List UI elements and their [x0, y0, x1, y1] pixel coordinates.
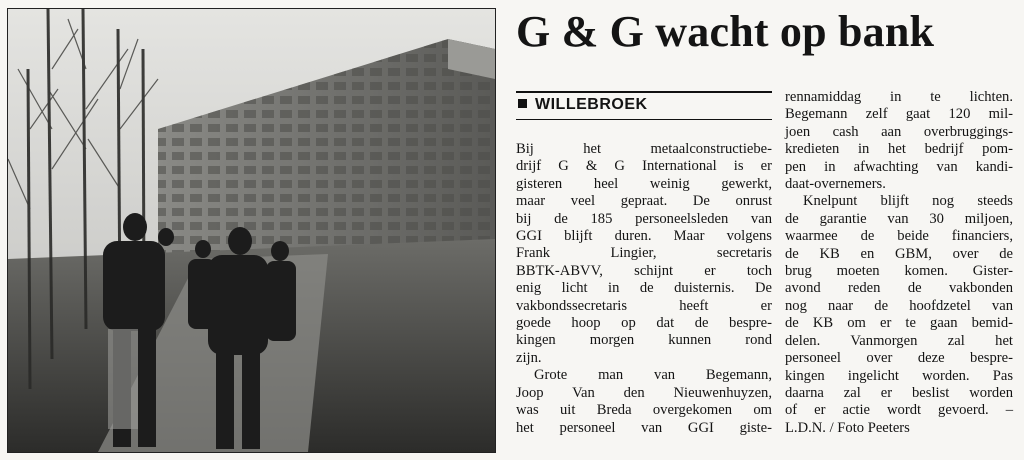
text-line: brug moeten komen. Gister-: [785, 263, 1013, 280]
text-line: drijf G & G International is er: [516, 158, 772, 175]
dateline-text: WILLEBROEK: [535, 96, 648, 113]
text-line: Joop Van den Nieuwenhuyzen,: [516, 384, 772, 401]
text-line: kredieten in het bedrijf pom-: [785, 141, 1013, 158]
text-line: vakbondssecretaris heeft er: [516, 297, 772, 314]
text-line: bij de 185 personeelsleden van: [516, 210, 772, 227]
text-line: de KB en GBM, over de: [785, 245, 1013, 262]
photo-walkers-near-factory-icon: [8, 9, 495, 452]
text-line: enig licht in de duisternis. De: [516, 280, 772, 297]
text-line: BBTK-ABVV, schijnt er toch: [516, 262, 772, 279]
text-line: avond reden de vakbonden: [785, 280, 1013, 297]
text-line: de garantie van 30 miljoen,: [785, 210, 1013, 227]
article-column-left: [516, 141, 772, 437]
text-line: pen in afwachting van kandi-: [785, 158, 1013, 175]
text-line: goede hoop op dat de bespre-: [516, 315, 772, 332]
text-line: of er actie wordt gevoerd. –: [785, 402, 1013, 419]
text-line: waarmee de beide financiers,: [785, 228, 1013, 245]
text-line: rennamiddag in te lichten.: [785, 89, 1013, 105]
text-line: Grote man van Begemann,: [534, 367, 772, 384]
text-line: Begemann zelf gaat 120 mil-: [785, 106, 1013, 123]
text-line: zijn.: [516, 349, 542, 366]
dateline: [518, 95, 648, 115]
text-line: daarna zal er beslist worden: [785, 384, 1013, 401]
headline: G & G wacht op bank: [516, 7, 935, 56]
square-bullet-icon: [518, 99, 527, 108]
text-line: L.D.N. / Foto Peeters: [785, 419, 910, 436]
text-line: kingen morgen kunnen rond: [516, 332, 772, 349]
text-line: Frank Lingier, secretaris: [516, 245, 772, 262]
dateline-rule-top: [516, 91, 772, 93]
news-photo: [8, 9, 495, 452]
text-line: GGI blijft duren. Maar volgens: [516, 228, 772, 245]
text-line: de KB om er te gaan bemid-: [785, 315, 1013, 332]
text-line: joen cash aan overbruggings-: [785, 123, 1013, 140]
dateline-rule-bottom: [516, 119, 772, 120]
text-line: kingen ingelicht worden. Pas: [785, 367, 1013, 384]
text-line: delen. Vanmorgen zal het: [785, 332, 1013, 349]
text-line: was uit Breda overgekomen om: [516, 402, 772, 419]
text-line: Bij het metaalconstructiebe-: [516, 141, 772, 157]
text-line: gisteren heel weinig gewerkt,: [516, 175, 772, 192]
text-line: personeel over deze bespre-: [785, 350, 1013, 367]
text-line: nog naar de hoofdzetel van: [785, 297, 1013, 314]
text-line: Knelpunt blijft nog steeds: [803, 193, 1013, 210]
text-line: het personeel van GGI giste-: [516, 419, 772, 436]
text-line: maar veel gepraat. De onrust: [516, 193, 772, 210]
text-line: daat-overnemers.: [785, 176, 886, 193]
article-column-right: [785, 89, 1013, 437]
